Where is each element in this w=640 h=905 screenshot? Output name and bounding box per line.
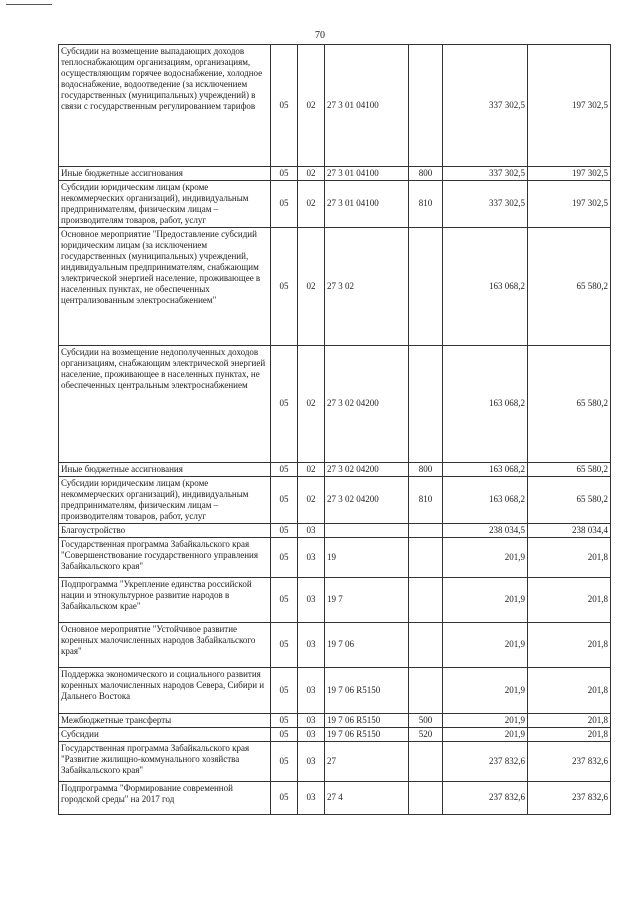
table-row — [59, 713, 611, 727]
row-amount-plan-cell: 201,9 — [443, 667, 528, 713]
row-subsection-cell: 03 — [298, 523, 325, 537]
row-section-cell: 05 — [271, 577, 298, 622]
row-expense-type-cell — [409, 523, 443, 537]
row-amount-actual-cell: 65 580,2 — [528, 476, 611, 523]
row-expense-type-cell — [409, 622, 443, 667]
budget-table-body — [59, 45, 611, 815]
row-expense-type-cell — [409, 577, 443, 622]
row-expense-type-cell — [409, 537, 443, 577]
row-section-cell: 05 — [271, 180, 298, 227]
row-amount-plan-cell: 163 068,2 — [443, 227, 528, 345]
row-target-article-cell: 19 7 06 — [325, 622, 409, 667]
row-section-cell: 05 — [271, 622, 298, 667]
row-amount-actual-cell: 201,8 — [528, 537, 611, 577]
row-amount-actual-cell: 238 034,4 — [528, 523, 611, 537]
row-expense-type-cell: 800 — [409, 462, 443, 476]
row-subsection-cell: 03 — [298, 713, 325, 727]
row-amount-plan-cell: 237 832,6 — [443, 741, 528, 781]
row-section-cell: 05 — [271, 781, 298, 814]
row-target-article-cell: 27 3 01 04100 — [325, 167, 409, 181]
table-row — [59, 741, 611, 781]
row-expense-type-cell: 810 — [409, 180, 443, 227]
row-expense-type-cell: 500 — [409, 713, 443, 727]
row-section-cell: 05 — [271, 345, 298, 462]
row-section-cell: 05 — [271, 667, 298, 713]
row-section-cell: 05 — [271, 476, 298, 523]
row-amount-plan-cell: 238 034,5 — [443, 523, 528, 537]
table-row — [59, 180, 611, 227]
row-amount-plan-cell: 163 068,2 — [443, 345, 528, 462]
row-name-cell: Государственная программа Забайкальского края "Развитие жилищно-коммунального хозяйства Забайкальского края" — [59, 741, 271, 781]
row-amount-actual-cell: 237 832,6 — [528, 741, 611, 781]
row-name-cell: Подпрограмма "Укрепление единства российской нации и этнокультурное развитие народов в Забайкальском крае" — [59, 577, 271, 622]
table-row — [59, 167, 611, 181]
row-name-cell: Подпрограмма "Формирование современной городской среды" на 2017 год — [59, 781, 271, 814]
row-target-article-cell: 27 3 02 04200 — [325, 345, 409, 462]
row-target-article-cell — [325, 523, 409, 537]
row-amount-actual-cell: 201,8 — [528, 577, 611, 622]
row-target-article-cell: 27 3 01 04100 — [325, 45, 409, 167]
row-target-article-cell: 19 7 06 R5150 — [325, 713, 409, 727]
row-section-cell: 05 — [271, 741, 298, 781]
row-amount-plan-cell: 337 302,5 — [443, 167, 528, 181]
row-target-article-cell: 19 — [325, 537, 409, 577]
row-expense-type-cell — [409, 781, 443, 814]
row-target-article-cell: 27 3 02 — [325, 227, 409, 345]
table-row — [59, 45, 611, 167]
table-row — [59, 345, 611, 462]
row-target-article-cell: 19 7 — [325, 577, 409, 622]
row-subsection-cell: 02 — [298, 180, 325, 227]
row-subsection-cell: 02 — [298, 45, 325, 167]
table-row — [59, 462, 611, 476]
row-expense-type-cell — [409, 227, 443, 345]
table-row — [59, 622, 611, 667]
table-row — [59, 667, 611, 713]
page-number: 70 — [315, 30, 325, 41]
row-target-article-cell: 19 7 06 R5150 — [325, 727, 409, 741]
corner-scan-mark — [6, 4, 52, 5]
row-amount-actual-cell: 197 302,5 — [528, 45, 611, 167]
row-name-cell: Основное мероприятие "Предоставление субсидий юридическим лицам (за исключением государственных (муниципальных) учреждений, индивидуальным предпринимателям, снабжающим электрической энергией население, проживающее в населенных пунктах, не обеспеченных централизованным электроснабжением" — [59, 227, 271, 345]
row-subsection-cell: 03 — [298, 781, 325, 814]
row-name-cell: Субсидии юридическим лицам (кроме некоммерческих организаций), индивидуальным предпринимателям, физическим лицам – производителям товаров, работ, услуг — [59, 180, 271, 227]
row-subsection-cell: 02 — [298, 476, 325, 523]
row-amount-actual-cell: 201,8 — [528, 727, 611, 741]
row-expense-type-cell — [409, 741, 443, 781]
row-subsection-cell: 03 — [298, 667, 325, 713]
row-subsection-cell: 02 — [298, 227, 325, 345]
table-row — [59, 577, 611, 622]
row-expense-type-cell: 520 — [409, 727, 443, 741]
table-row — [59, 537, 611, 577]
row-amount-plan-cell: 201,9 — [443, 713, 528, 727]
row-section-cell: 05 — [271, 227, 298, 345]
row-amount-actual-cell: 65 580,2 — [528, 345, 611, 462]
row-expense-type-cell — [409, 345, 443, 462]
table-row — [59, 523, 611, 537]
row-amount-actual-cell: 201,8 — [528, 713, 611, 727]
row-subsection-cell: 03 — [298, 537, 325, 577]
row-amount-plan-cell: 201,9 — [443, 727, 528, 741]
row-name-cell: Благоустройство — [59, 523, 271, 537]
row-name-cell: Иные бюджетные ассигнования — [59, 167, 271, 181]
row-subsection-cell: 03 — [298, 741, 325, 781]
row-expense-type-cell: 810 — [409, 476, 443, 523]
row-amount-actual-cell: 197 302,5 — [528, 180, 611, 227]
row-amount-plan-cell: 163 068,2 — [443, 476, 528, 523]
row-amount-plan-cell: 337 302,5 — [443, 180, 528, 227]
row-amount-plan-cell: 163 068,2 — [443, 462, 528, 476]
row-subsection-cell: 03 — [298, 577, 325, 622]
row-amount-actual-cell: 65 580,2 — [528, 227, 611, 345]
row-amount-actual-cell: 201,8 — [528, 667, 611, 713]
budget-table — [58, 44, 611, 815]
row-name-cell: Поддержка экономического и социального развития коренных малочисленных народов Севера, Сибири и Дальнего Востока — [59, 667, 271, 713]
row-name-cell: Субсидии на возмещение выпадающих доходов теплоснабжающим организациям, организациям, осуществляющим горячее водоснабжение, холодное водоснабжение, водоотведение (за исключением государственных (муниципальных) учреждений) в связи с государственным регулированием тарифов — [59, 45, 271, 167]
row-amount-actual-cell: 65 580,2 — [528, 462, 611, 476]
row-target-article-cell: 27 3 02 04200 — [325, 476, 409, 523]
row-target-article-cell: 27 — [325, 741, 409, 781]
row-amount-actual-cell: 201,8 — [528, 622, 611, 667]
row-amount-plan-cell: 201,9 — [443, 537, 528, 577]
row-amount-actual-cell: 237 832,6 — [528, 781, 611, 814]
row-amount-actual-cell: 197 302,5 — [528, 167, 611, 181]
row-subsection-cell: 03 — [298, 727, 325, 741]
row-name-cell: Субсидии на возмещение недополученных доходов организациям, снабжающим электрической энергией население, проживающее в населенных пунктах, не обеспеченных центральным электроснабжением — [59, 345, 271, 462]
table-row — [59, 781, 611, 814]
row-amount-plan-cell: 201,9 — [443, 622, 528, 667]
row-section-cell: 05 — [271, 45, 298, 167]
row-section-cell: 05 — [271, 713, 298, 727]
row-name-cell: Иные бюджетные ассигнования — [59, 462, 271, 476]
row-expense-type-cell — [409, 45, 443, 167]
row-target-article-cell: 27 3 02 04200 — [325, 462, 409, 476]
row-subsection-cell: 03 — [298, 622, 325, 667]
row-target-article-cell: 19 7 06 R5150 — [325, 667, 409, 713]
row-section-cell: 05 — [271, 523, 298, 537]
row-amount-plan-cell: 337 302,5 — [443, 45, 528, 167]
row-name-cell: Субсидии юридическим лицам (кроме некоммерческих организаций), индивидуальным предпринимателям, физическим лицам – производителям товаров, работ, услуг — [59, 476, 271, 523]
row-name-cell: Государственная программа Забайкальского края "Совершенствование государственного управления Забайкальского края" — [59, 537, 271, 577]
row-target-article-cell: 27 3 01 04100 — [325, 180, 409, 227]
row-section-cell: 05 — [271, 727, 298, 741]
row-expense-type-cell — [409, 667, 443, 713]
table-row — [59, 727, 611, 741]
row-name-cell: Основное мероприятие "Устойчивое развитие коренных малочисленных народов Забайкальского края" — [59, 622, 271, 667]
table-row — [59, 227, 611, 345]
row-subsection-cell: 02 — [298, 345, 325, 462]
row-section-cell: 05 — [271, 167, 298, 181]
row-subsection-cell: 02 — [298, 462, 325, 476]
row-amount-plan-cell: 237 832,6 — [443, 781, 528, 814]
row-subsection-cell: 02 — [298, 167, 325, 181]
row-target-article-cell: 27 4 — [325, 781, 409, 814]
row-name-cell: Межбюджетные трансферты — [59, 713, 271, 727]
row-section-cell: 05 — [271, 462, 298, 476]
row-section-cell: 05 — [271, 537, 298, 577]
table-row — [59, 476, 611, 523]
row-expense-type-cell: 800 — [409, 167, 443, 181]
row-amount-plan-cell: 201,9 — [443, 577, 528, 622]
row-name-cell: Субсидии — [59, 727, 271, 741]
